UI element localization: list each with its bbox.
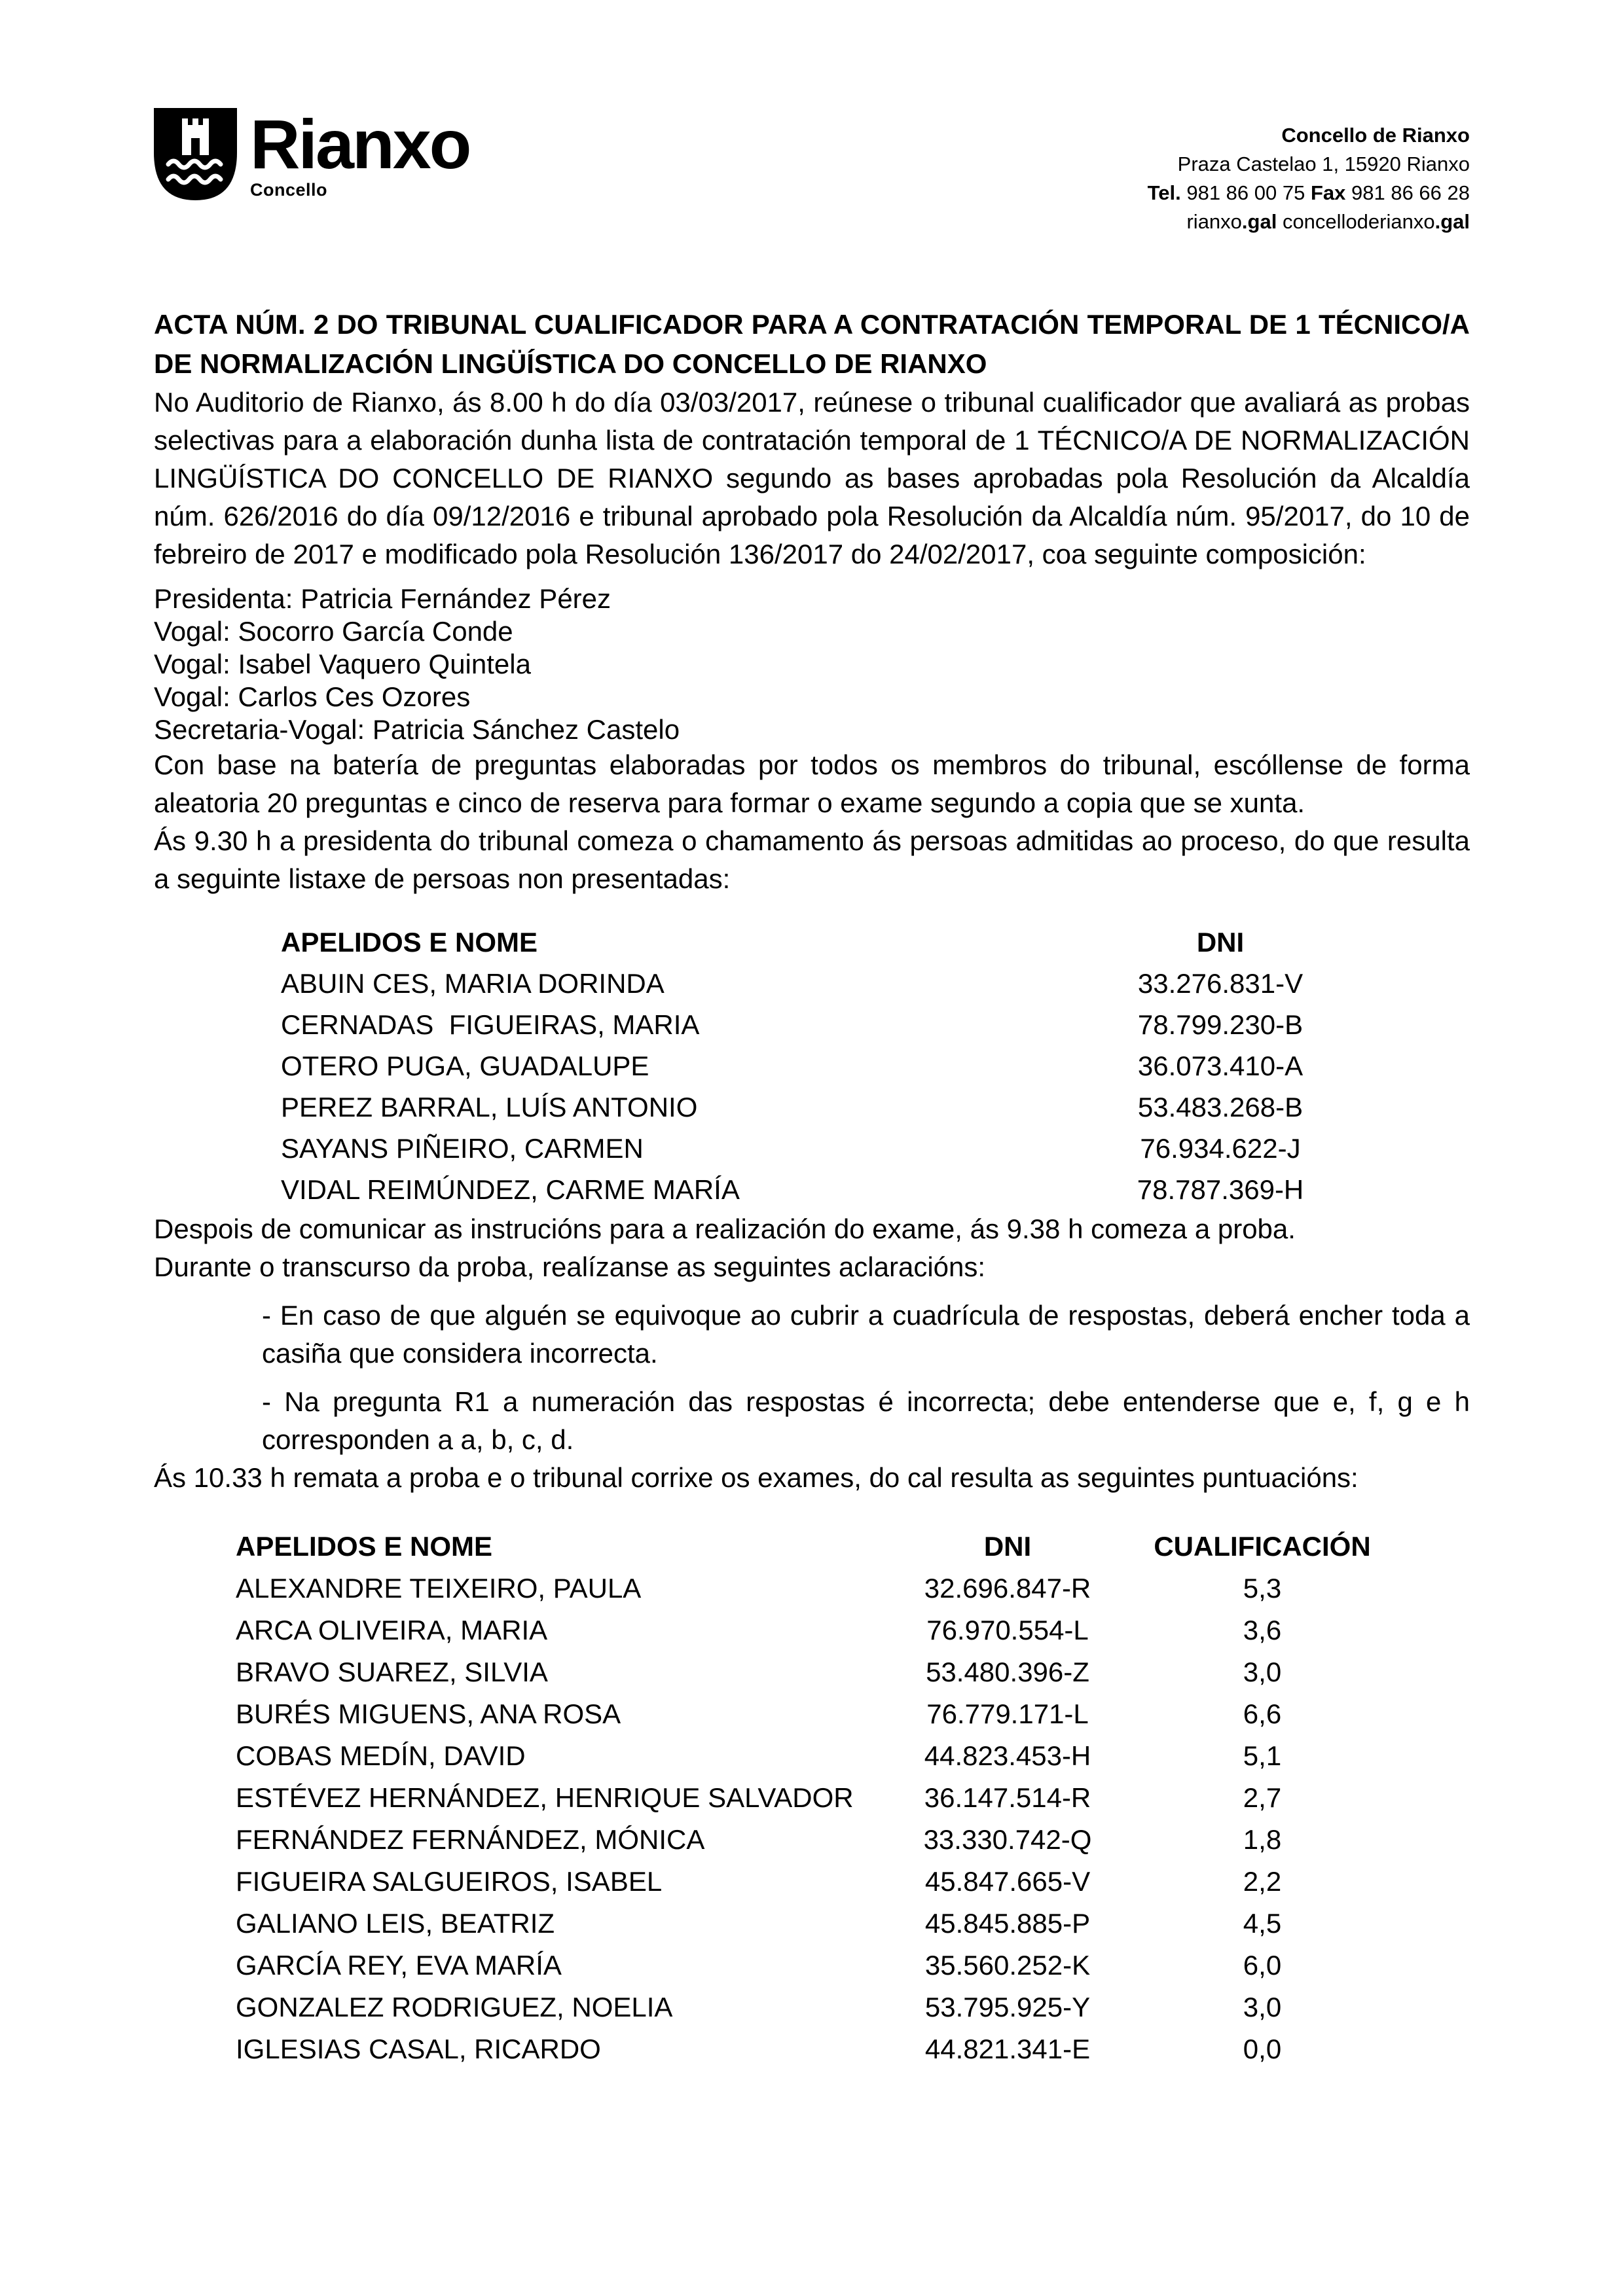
paragraph-durante: Durante o transcurso da proba, realízanse as seguintes aclaracións: — [154, 1251, 986, 1282]
cell-cualificacion: 3,0 — [1243, 1657, 1282, 1687]
column-header-dni: DNI — [1196, 927, 1245, 958]
paragraph-intro: No Auditorio de Rianxo, ás 8.00 h do día 03/03/2017, reúnese o tribunal cualificador que avaliará as probas selectivas para a elaboración dunha lista de contratación temporal de 1 TÉCNICO/A DE NORMALIZACIÓN LINGÜÍSTICA DO CONCELLO DE RIANXO segundo as bases aprobadas pola Resolución da Alcaldía núm. 626/2016 do día 09/12/2016 e tribunal aprobado pola Resolución da Alcaldía núm. 95/2017, do 10 de febreiro de 2017 e modificado pola Resolución 136/2017 do 24/02/2017, coa seguinte composición: — [154, 387, 1470, 569]
cell-dni: 44.821.341-E — [924, 2034, 1091, 2064]
table-row — [154, 1128, 1470, 1169]
column-header-apelidos: APELIDOS E NOME — [236, 1531, 493, 1562]
composition-member: Vogal: Isabel Vaquero Quintela — [154, 649, 531, 679]
cell-apelidos: BURÉS MIGUENS, ANA ROSA — [236, 1698, 621, 1729]
cell-apelidos: COBAS MEDÍN, DAVID — [236, 1740, 526, 1771]
aclaracions-list — [154, 1297, 1470, 1459]
cell-apelidos: FIGUEIRA SALGUEIROS, ISABEL — [236, 1866, 663, 1897]
document-title: ACTA NÚM. 2 DO TRIBUNAL CUALIFICADOR PARA A CONTRATACIÓN TEMPORAL DE 1 TÉCNICO/A DE NORMALIZACIÓN LINGÜÍSTICA DO CONCELLO DE RIANXO — [154, 309, 1470, 379]
table-row — [154, 963, 1470, 1004]
contact-org — [1148, 121, 1470, 150]
column-header-dni: DNI — [983, 1531, 1032, 1562]
cell-dni: 32.696.847-R — [924, 1573, 1091, 1604]
composition-member: Secretaria-Vogal: Patricia Sánchez Castelo — [154, 714, 680, 745]
table-row — [154, 1086, 1470, 1128]
cell-apelidos: GONZALEZ RODRIGUEZ, NOELIA — [236, 1992, 673, 2022]
column-header-cualificacion: CUALIFICACIÓN — [1154, 1531, 1371, 1562]
web2-name: concelloderianxo — [1277, 210, 1435, 233]
cell-apelidos: BRAVO SUAREZ, SILVIA — [236, 1657, 548, 1687]
cell-cualificacion: 0,0 — [1243, 2034, 1282, 2064]
cell-dni: 53.483.268-B — [1137, 1092, 1304, 1122]
fax-label: Fax — [1310, 181, 1346, 204]
cell-cualificacion: 6,0 — [1243, 1950, 1282, 1981]
cell-cualificacion: 2,2 — [1243, 1866, 1282, 1897]
aclaracion-item: - En caso de que alguén se equivoque ao cubrir a cuadrícula de respostas, deberá encher toda a casiña que considera incorrecta. — [262, 1300, 1470, 1369]
cell-apelidos: SAYANS PIÑEIRO, CARMEN — [281, 1133, 644, 1164]
cell-cualificacion: 2,7 — [1243, 1782, 1282, 1813]
web1-tld: .gal — [1241, 210, 1277, 233]
cell-dni: 44.823.453-H — [924, 1740, 1091, 1771]
contact-phone-line — [1148, 179, 1470, 207]
table-row — [154, 1986, 1470, 2028]
cell-dni: 53.795.925-Y — [924, 1992, 1091, 2022]
cell-apelidos: GALIANO LEIS, BEATRIZ — [236, 1908, 555, 1939]
table-row — [154, 1945, 1470, 1986]
paragraph-preguntas: Con base na batería de preguntas elaboradas por todos os membros do tribunal, escóllense de forma aleatoria 20 preguntas e cinco de reserva para formar o exame segundo a copia que se xunta. — [154, 749, 1470, 818]
table-row — [154, 1568, 1470, 1609]
table-row — [154, 1045, 1470, 1086]
cell-apelidos: GARCÍA REY, EVA MARÍA — [236, 1950, 562, 1981]
paragraph-chamamento: Ás 9.30 h a presidenta do tribunal comeza o chamamento ás persoas admitidas ao proceso, do que resulta a seguinte listaxe de persoas non presentadas: — [154, 825, 1470, 894]
paragraph-remata: Ás 10.33 h remata a proba e o tribunal corrixe os exames, do cal resulta as seguintes puntuacións: — [154, 1462, 1359, 1493]
table-row — [154, 1169, 1470, 1210]
cell-dni: 36.073.410-A — [1137, 1050, 1304, 1081]
table-row — [154, 1609, 1470, 1651]
table-row — [154, 1651, 1470, 1693]
cell-dni: 33.330.742-Q — [923, 1824, 1092, 1855]
cell-dni: 45.845.885-P — [924, 1908, 1091, 1939]
contact-address: Praza Castelao 1, 15920 Rianxo — [1177, 152, 1470, 175]
concello-rianxo-logo — [154, 108, 469, 200]
table-row — [154, 1903, 1470, 1945]
cell-dni: 78.799.230-B — [1137, 1009, 1304, 1040]
cell-apelidos: ESTÉVEZ HERNÁNDEZ, HENRIQUE SALVADOR — [236, 1782, 854, 1813]
cell-dni: 76.934.622-J — [1140, 1133, 1301, 1164]
table-puntuacions — [154, 1526, 1470, 2070]
cell-dni: 76.779.171-L — [926, 1698, 1089, 1729]
cell-apelidos: IGLESIAS CASAL, RICARDO — [236, 2034, 601, 2064]
cell-apelidos: ARCA OLIVEIRA, MARIA — [236, 1615, 548, 1645]
table-row — [154, 1693, 1470, 1735]
cell-cualificacion: 3,0 — [1243, 1992, 1282, 2022]
cell-dni: 78.787.369-H — [1137, 1174, 1304, 1205]
cell-cualificacion: 6,6 — [1243, 1698, 1282, 1729]
cell-dni: 36.147.514-R — [924, 1782, 1091, 1813]
table-row — [154, 1735, 1470, 1777]
cell-cualificacion: 1,8 — [1243, 1824, 1282, 1855]
contact-org-text: Concello de Rianxo — [1281, 124, 1470, 147]
cell-apelidos: ABUIN CES, MARIA DORINDA — [281, 968, 665, 999]
aclaracion-item: - Na pregunta R1 a numeración das respostas é incorrecta; debe entenderse que e, f, g e h corresponden a a, b, c, d. — [262, 1386, 1470, 1455]
cell-apelidos: CERNADAS FIGUEIRAS, MARIA — [281, 1009, 700, 1040]
table-row — [154, 1819, 1470, 1861]
table-non-presentadas-header — [154, 922, 1470, 963]
table-row — [154, 1004, 1470, 1045]
logo-subtitle: Concello — [250, 180, 328, 200]
paragraph-despois: Despois de comunicar as instrucións para a realización do exame, ás 9.38 h comeza a proba. — [154, 1213, 1296, 1244]
table-row — [154, 2028, 1470, 2070]
table-non-presentadas — [154, 922, 1470, 1210]
cell-dni: 76.970.554-L — [926, 1615, 1089, 1645]
cell-apelidos: VIDAL REIMÚNDEZ, CARME MARÍA — [281, 1174, 740, 1205]
tel-value: 981 86 00 75 — [1180, 181, 1311, 204]
tribunal-composition-list — [154, 583, 1470, 746]
fax-value: 981 86 66 28 — [1345, 181, 1470, 204]
contact-block — [1148, 108, 1470, 236]
cell-apelidos: OTERO PUGA, GUADALUPE — [281, 1050, 649, 1081]
table-puntuacions-header — [154, 1526, 1470, 1568]
cell-cualificacion: 5,1 — [1243, 1740, 1282, 1771]
cell-cualificacion: 5,3 — [1243, 1573, 1282, 1604]
cell-dni: 33.276.831-V — [1137, 968, 1304, 999]
cell-dni: 45.847.665-V — [924, 1866, 1091, 1897]
web2-tld: .gal — [1434, 210, 1470, 233]
composition-member: Vogal: Carlos Ces Ozores — [154, 681, 471, 712]
cell-apelidos: ALEXANDRE TEIXEIRO, PAULA — [236, 1573, 642, 1604]
cell-cualificacion: 4,5 — [1243, 1908, 1282, 1939]
contact-web-line — [1148, 207, 1470, 236]
column-header-apelidos: APELIDOS E NOME — [281, 927, 538, 958]
tel-label: Tel. — [1147, 181, 1181, 204]
cell-apelidos: PEREZ BARRAL, LUÍS ANTONIO — [281, 1092, 698, 1122]
rianxo-shield-icon — [154, 108, 237, 200]
page-header — [154, 108, 1470, 236]
logo-text — [250, 106, 470, 200]
composition-member: Vogal: Socorro García Conde — [154, 616, 513, 647]
logo-brand: Rianxo — [250, 106, 470, 183]
cell-dni: 35.560.252-K — [924, 1950, 1091, 1981]
cell-cualificacion: 3,6 — [1243, 1615, 1282, 1645]
table-row — [154, 1777, 1470, 1819]
cell-dni: 53.480.396-Z — [926, 1657, 1089, 1687]
cell-apelidos: FERNÁNDEZ FERNÁNDEZ, MÓNICA — [236, 1824, 705, 1855]
document-body — [154, 305, 1470, 2070]
composition-member: Presidenta: Patricia Fernández Pérez — [154, 583, 611, 614]
web1-name: rianxo — [1186, 210, 1242, 233]
table-row — [154, 1861, 1470, 1903]
